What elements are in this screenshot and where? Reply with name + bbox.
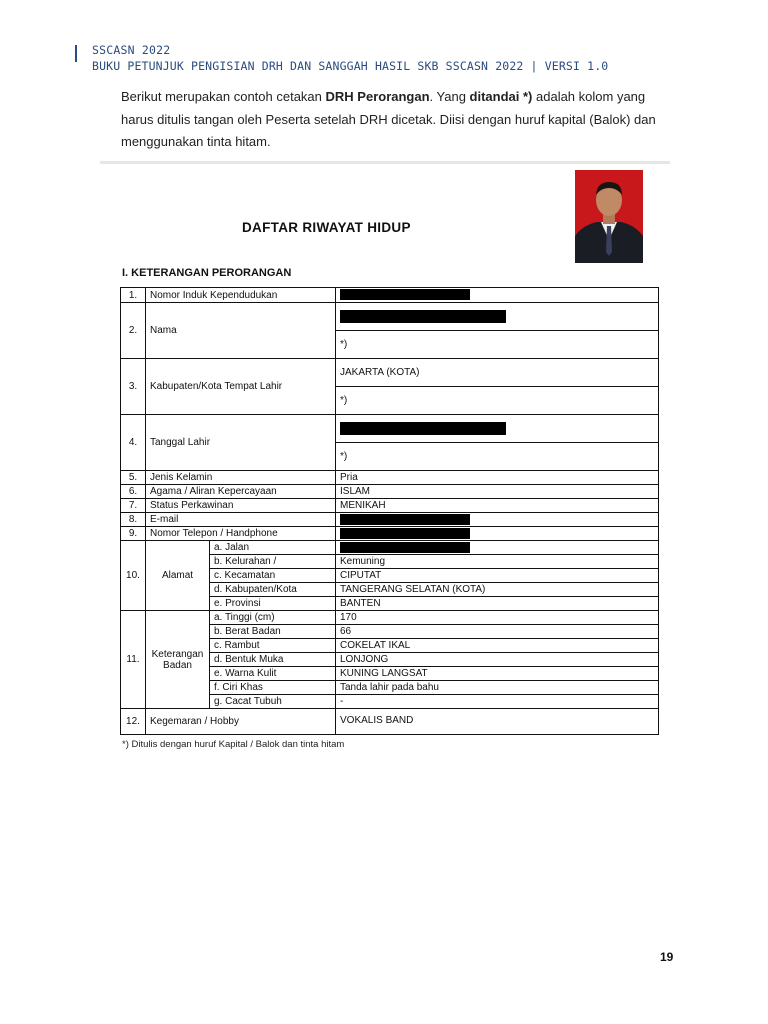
row-number: 12. xyxy=(121,709,146,735)
field-label xyxy=(146,611,210,709)
row-number: 10. xyxy=(121,541,146,611)
field-value: - xyxy=(336,695,659,709)
field-value: MENIKAH xyxy=(336,499,659,513)
field-value: COKELAT IKAL xyxy=(336,639,659,653)
field-value xyxy=(336,527,659,541)
handwrite-marker: *) xyxy=(336,443,659,471)
table-row xyxy=(121,541,659,555)
field-value: ISLAM xyxy=(336,485,659,499)
table-row xyxy=(121,485,659,499)
table-row xyxy=(121,709,659,735)
field-label: Kabupaten/Kota Tempat Lahir xyxy=(146,359,336,415)
sub-field-label: e. Provinsi xyxy=(210,597,336,611)
field-value: VOKALIS BAND xyxy=(336,709,659,735)
applicant-photo xyxy=(575,170,643,263)
sub-field-label: a. Tinggi (cm) xyxy=(210,611,336,625)
field-label-line1: Keterangan xyxy=(151,648,204,660)
field-value: LONJONG xyxy=(336,653,659,667)
table-row xyxy=(121,499,659,513)
sub-field-label: d. Bentuk Muka xyxy=(210,653,336,667)
field-value xyxy=(336,513,659,527)
sub-field-label: d. Kabupaten/Kota xyxy=(210,583,336,597)
field-value: Kemuning xyxy=(336,555,659,569)
header-title: SSCASN 2022 xyxy=(92,43,171,57)
row-number: 6. xyxy=(121,485,146,499)
field-label: Status Perkawinan xyxy=(146,499,336,513)
field-label: Kegemaran / Hobby xyxy=(146,709,336,735)
redaction-bar xyxy=(340,310,506,323)
table-row xyxy=(121,513,659,527)
field-label: Nama xyxy=(146,303,336,359)
row-number: 9. xyxy=(121,527,146,541)
handwrite-marker: *) xyxy=(336,387,659,415)
field-value xyxy=(336,303,659,331)
table-row xyxy=(121,359,659,387)
field-value: CIPUTAT xyxy=(336,569,659,583)
row-number: 7. xyxy=(121,499,146,513)
table-row xyxy=(121,288,659,303)
redaction-bar xyxy=(340,542,470,553)
field-label-line2: Badan xyxy=(163,659,192,671)
field-label: Tanggal Lahir xyxy=(146,415,336,471)
sub-field-label: g. Cacat Tubuh xyxy=(210,695,336,709)
row-number: 11. xyxy=(121,611,146,709)
table-row xyxy=(121,527,659,541)
table-row xyxy=(121,415,659,443)
field-value: KUNING LANGSAT xyxy=(336,667,659,681)
redaction-bar xyxy=(340,514,470,525)
row-number: 4. xyxy=(121,415,146,471)
sub-field-label: f. Ciri Khas xyxy=(210,681,336,695)
row-number: 8. xyxy=(121,513,146,527)
field-label: Jenis Kelamin xyxy=(146,471,336,485)
scan-edge-divider xyxy=(100,161,670,164)
footnote: *) Ditulis dengan huruf Kapital / Balok dan tinta hitam xyxy=(122,739,345,750)
field-value xyxy=(336,288,659,303)
intro-paragraph: Berikut merupakan contoh cetakan DRH Perorangan. Yang ditandai *) adalah kolom yang harus ditulis tangan oleh Peserta setelah DRH dicetak. Diisi dengan huruf kapital (Balok) dan menggunakan tinta hitam. xyxy=(121,89,656,149)
row-number: 5. xyxy=(121,471,146,485)
field-value: JAKARTA (KOTA) xyxy=(336,359,659,387)
personal-data-table xyxy=(120,287,659,735)
table-row xyxy=(121,611,659,625)
redaction-bar xyxy=(340,422,506,435)
field-value: Tanda lahir pada bahu xyxy=(336,681,659,695)
handwrite-marker: *) xyxy=(336,331,659,359)
sub-field-label: b. Berat Badan xyxy=(210,625,336,639)
sub-field-label: c. Kecamatan xyxy=(210,569,336,583)
row-number: 1. xyxy=(121,288,146,303)
redaction-bar xyxy=(340,528,470,539)
form-title: DAFTAR RIWAYAT HIDUP xyxy=(242,220,411,235)
page-number: 19 xyxy=(660,950,674,964)
field-label: E-mail xyxy=(146,513,336,527)
sub-field-label: b. Kelurahan / xyxy=(210,555,336,569)
sub-field-label: e. Warna Kulit xyxy=(210,667,336,681)
row-number: 3. xyxy=(121,359,146,415)
field-value: 170 xyxy=(336,611,659,625)
sub-field-label: a. Jalan xyxy=(210,541,336,555)
field-value: BANTEN xyxy=(336,597,659,611)
field-label: Nomor Induk Kependudukan xyxy=(146,288,336,303)
field-value xyxy=(336,541,659,555)
sub-field-label: c. Rambut xyxy=(210,639,336,653)
field-value xyxy=(336,415,659,443)
field-value: TANGERANG SELATAN (KOTA) xyxy=(336,583,659,597)
table-row xyxy=(121,303,659,331)
field-label: Nomor Telepon / Handphone xyxy=(146,527,336,541)
section-heading: I. KETERANGAN PERORANGAN xyxy=(122,267,292,279)
field-label: Agama / Aliran Kepercayaan xyxy=(146,485,336,499)
field-value: Pria xyxy=(336,471,659,485)
row-number: 2. xyxy=(121,303,146,359)
field-value: 66 xyxy=(336,625,659,639)
header-accent-bar xyxy=(75,45,77,62)
redaction-bar xyxy=(340,289,470,300)
table-row xyxy=(121,471,659,485)
header-subtitle: BUKU PETUNJUK PENGISIAN DRH DAN SANGGAH HASIL SKB SSCASN 2022 | VERSI 1.0 xyxy=(92,59,609,73)
field-label: Alamat xyxy=(146,541,210,611)
